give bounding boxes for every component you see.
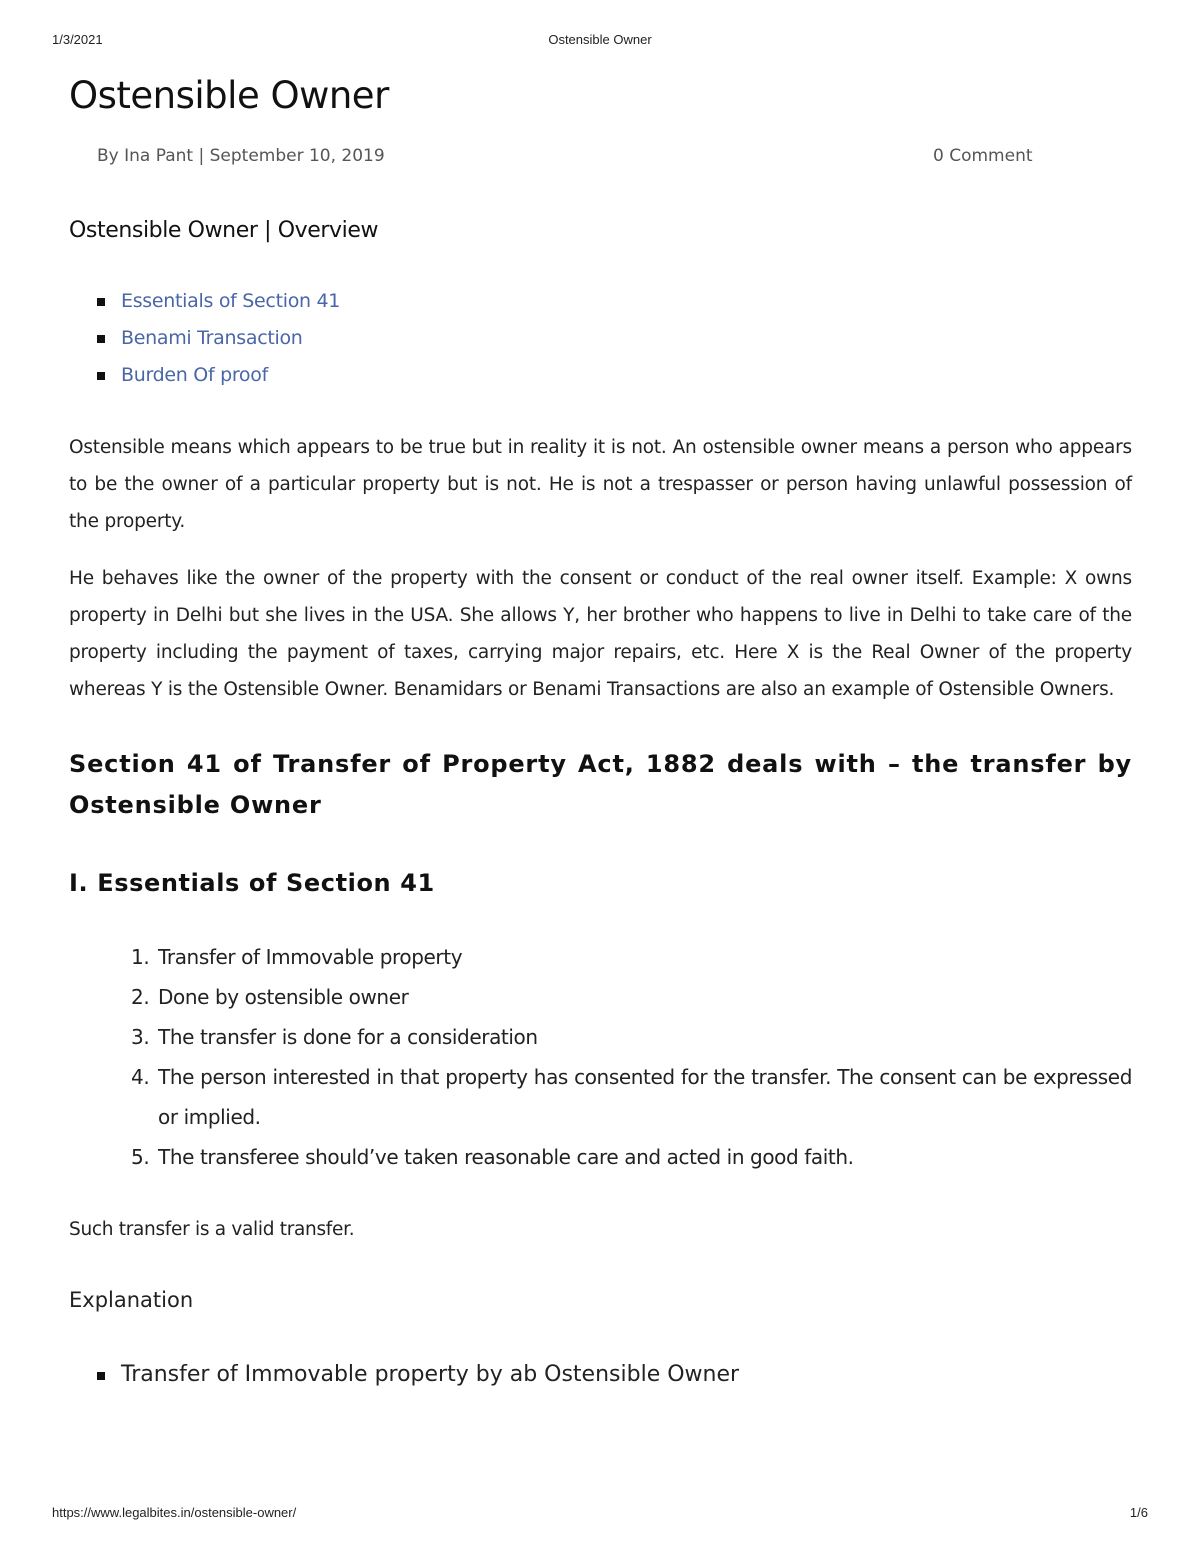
overview-heading: Ostensible Owner | Overview <box>69 218 379 243</box>
list-item <box>69 1057 1132 1137</box>
list-item <box>69 1356 1132 1394</box>
explanation-list <box>69 1356 1132 1394</box>
list-item-text: The transferee should’ve taken reasonable care and acted in good faith. <box>158 1145 854 1169</box>
table-of-contents <box>69 283 1132 394</box>
toc-item <box>69 357 1132 394</box>
byline: By Ina Pant | September 10, 2019 <box>97 146 385 166</box>
page-url: https://www.legalbites.in/ostensible-owner/ <box>52 1505 297 1520</box>
list-number: 2. <box>131 985 150 1009</box>
article-title: Ostensible Owner <box>69 74 389 117</box>
print-page-title: Ostensible Owner <box>548 32 652 47</box>
square-bullet-icon <box>97 1372 105 1380</box>
article-meta <box>69 146 1132 172</box>
explanation-heading: Explanation <box>69 1288 194 1312</box>
comment-count-link[interactable]: 0 Comment <box>933 146 1033 166</box>
list-item-text: The person interested in that property has consented for the transfer. The consent can be expressed or implied. <box>158 1065 1132 1129</box>
list-number: 4. <box>131 1065 150 1089</box>
list-item-text: Transfer of Immovable property <box>158 945 463 969</box>
page-number: 1/6 <box>1129 1505 1148 1520</box>
square-bullet-icon <box>97 298 105 306</box>
article <box>69 70 1132 1394</box>
paragraph-example: He behaves like the owner of the property with the consent or conduct of the real owner itself. Example: X owns property in Delhi but she lives in the USA. She allows Y, her brother who happens to live in Delhi to take care of the property including the payment of taxes, carrying major repairs, etc. Here X is the Real Owner of the property whereas Y is the Ostensible Owner. Benamidars or Benami Transactions are also an example of Ostensible Owners. <box>69 568 1132 700</box>
essentials-list <box>69 937 1132 1177</box>
toc-item <box>69 283 1132 320</box>
print-header <box>52 32 1148 52</box>
list-item <box>69 1137 1132 1177</box>
list-item <box>69 937 1132 977</box>
list-number: 5. <box>131 1145 150 1169</box>
list-item <box>69 1017 1132 1057</box>
toc-item <box>69 320 1132 357</box>
valid-transfer-statement: Such transfer is a valid transfer. <box>69 1219 355 1240</box>
paragraph-definition: Ostensible means which appears to be true but in reality it is not. An ostensible owner means a person who appears to be the owner of a particular property but is not. He is not a trespasser or person having unlawful possession of the property. <box>69 437 1132 532</box>
square-bullet-icon <box>97 372 105 380</box>
list-item <box>69 977 1132 1017</box>
list-item-text: Transfer of Immovable property by ab Ostensible Owner <box>121 1362 740 1387</box>
toc-link-essentials[interactable]: Essentials of Section 41 <box>121 290 341 312</box>
list-number: 1. <box>131 945 150 969</box>
list-item-text: The transfer is done for a consideration <box>158 1025 538 1049</box>
section-heading: Section 41 of Transfer of Property Act, 1882 deals with – the transfer by Ostensible Owner <box>69 750 1132 819</box>
square-bullet-icon <box>97 335 105 343</box>
print-date: 1/3/2021 <box>52 32 103 47</box>
print-footer <box>52 1505 1148 1525</box>
toc-link-benami[interactable]: Benami Transaction <box>121 327 303 349</box>
list-number: 3. <box>131 1025 150 1049</box>
toc-link-burden-of-proof[interactable]: Burden Of proof <box>121 364 268 386</box>
essentials-heading: I. Essentials of Section 41 <box>69 869 435 897</box>
list-item-text: Done by ostensible owner <box>158 985 409 1009</box>
